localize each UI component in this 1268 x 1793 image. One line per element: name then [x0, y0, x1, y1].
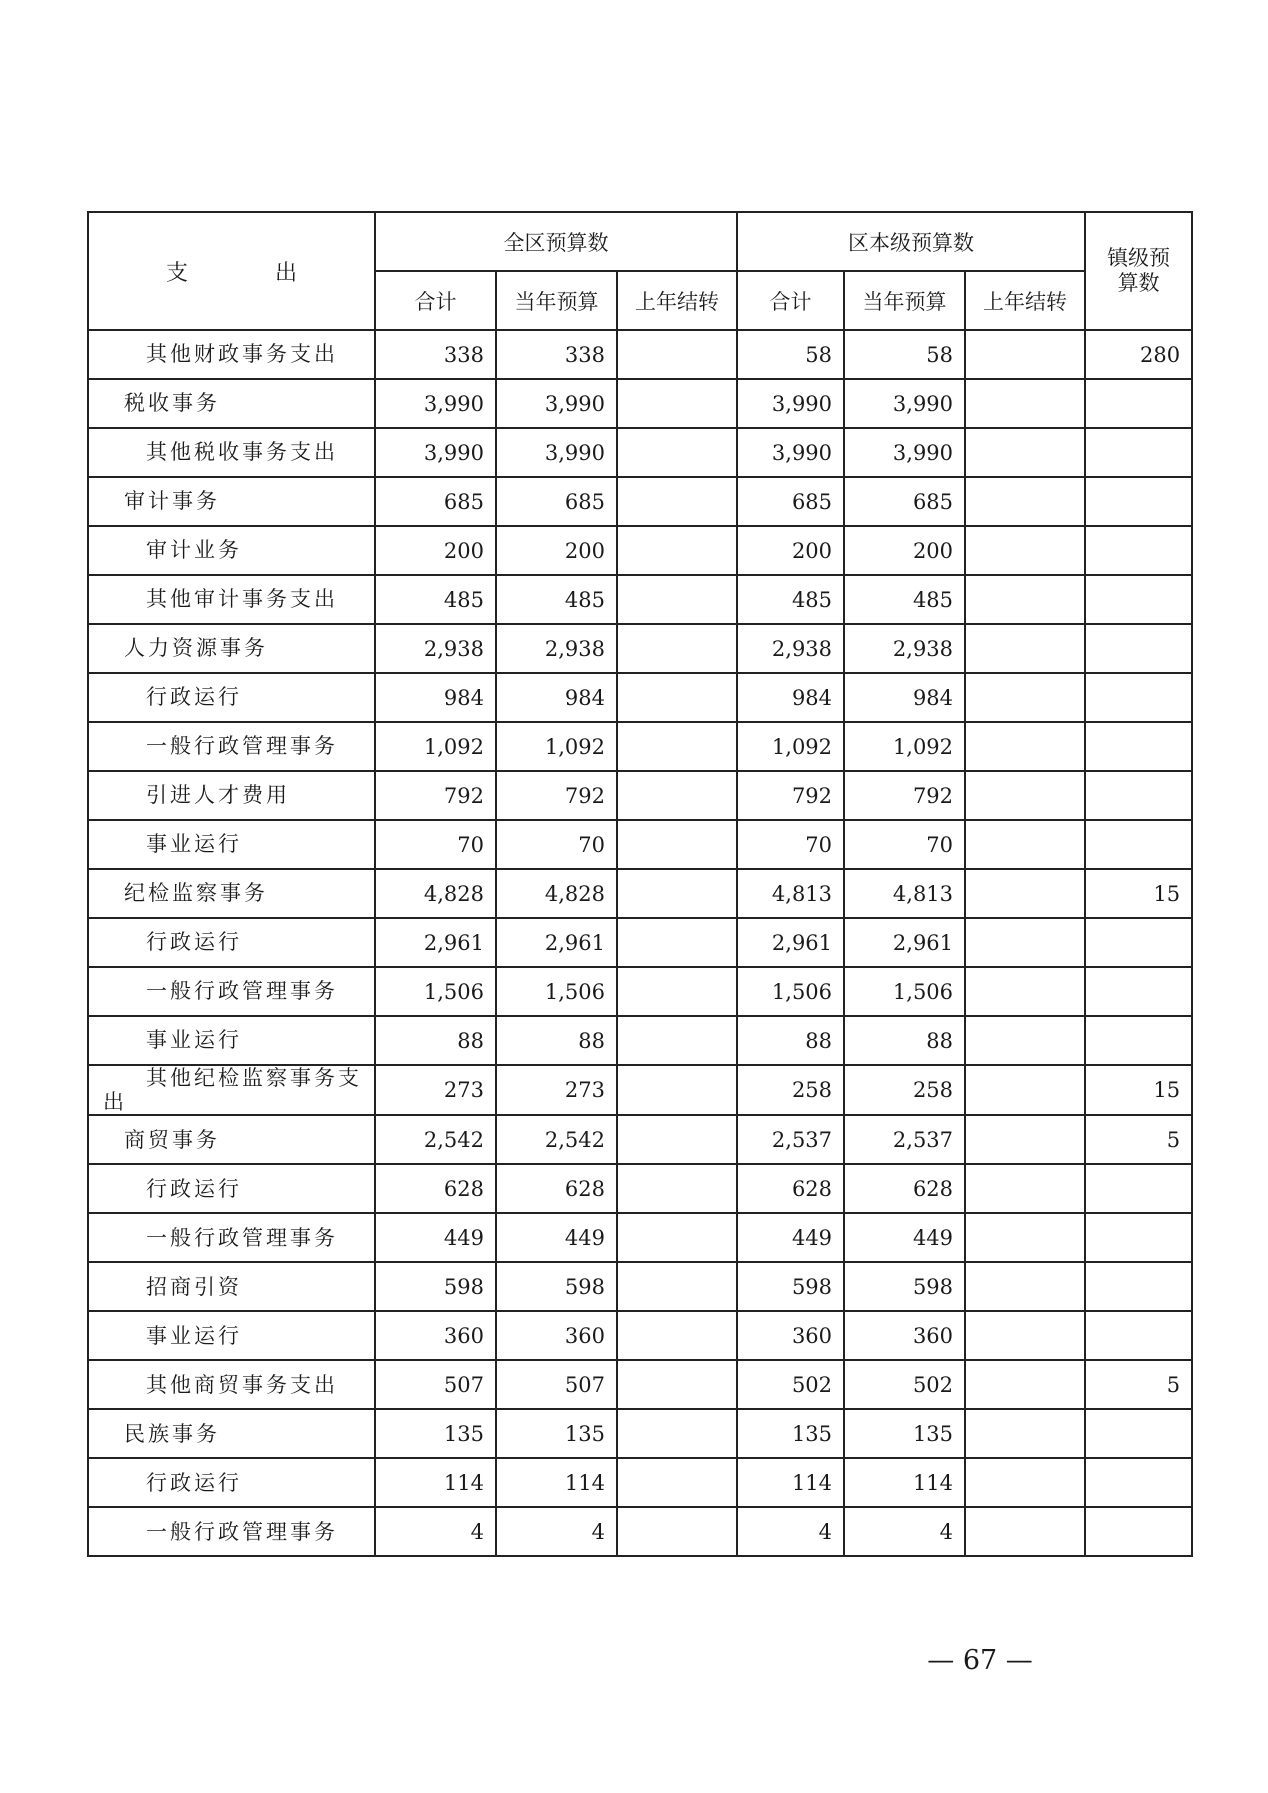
table-row: [88, 1409, 1192, 1458]
district-current-cell: 628: [496, 1164, 617, 1213]
local-carryover-cell: [965, 673, 1085, 722]
district-carryover-cell: [617, 1409, 737, 1458]
town-level-cell: [1085, 624, 1192, 673]
local-carryover-cell: [965, 477, 1085, 526]
local-total-cell: 984: [737, 673, 844, 722]
district-current-header: 当年预算: [496, 271, 617, 330]
item-name-cell: 审计业务: [88, 526, 375, 575]
district-total-cell: 685: [375, 477, 496, 526]
local-total-cell: 70: [737, 820, 844, 869]
local-current-cell: 4: [844, 1507, 965, 1556]
local-current-cell: 70: [844, 820, 965, 869]
town-level-cell: [1085, 1164, 1192, 1213]
item-name-cell: 行政运行: [88, 1458, 375, 1507]
district-current-cell: 3,990: [496, 428, 617, 477]
table-row: [88, 624, 1192, 673]
district-budget-header: 全区预算数: [375, 212, 737, 271]
local-current-cell: 485: [844, 575, 965, 624]
local-current-cell: 2,961: [844, 918, 965, 967]
local-current-cell: 258: [844, 1065, 965, 1115]
district-total-cell: 485: [375, 575, 496, 624]
local-current-header: 当年预算: [844, 271, 965, 330]
table-row: [88, 330, 1192, 379]
district-total-cell: 114: [375, 1458, 496, 1507]
district-carryover-cell: [617, 722, 737, 771]
district-total-cell: 507: [375, 1360, 496, 1409]
local-total-cell: 449: [737, 1213, 844, 1262]
table-row: [88, 1115, 1192, 1164]
item-name-cell: 一般行政管理事务: [88, 1507, 375, 1556]
district-carryover-cell: [617, 1360, 737, 1409]
local-total-cell: 4,813: [737, 869, 844, 918]
district-total-cell: 2,961: [375, 918, 496, 967]
local-current-cell: 2,938: [844, 624, 965, 673]
local-total-cell: 485: [737, 575, 844, 624]
table-row: [88, 1164, 1192, 1213]
table-row: [88, 771, 1192, 820]
district-carryover-cell: [617, 869, 737, 918]
town-level-cell: 15: [1085, 1065, 1192, 1115]
district-current-cell: 70: [496, 820, 617, 869]
district-total-cell: 135: [375, 1409, 496, 1458]
item-name-cell: 行政运行: [88, 918, 375, 967]
local-carryover-cell: [965, 330, 1085, 379]
town-level-cell: [1085, 820, 1192, 869]
expenditure-header: 支 出: [88, 212, 375, 330]
district-total-cell: 2,542: [375, 1115, 496, 1164]
district-carryover-cell: [617, 1115, 737, 1164]
local-carryover-cell: [965, 624, 1085, 673]
local-current-cell: 598: [844, 1262, 965, 1311]
local-current-cell: 135: [844, 1409, 965, 1458]
local-total-cell: 4: [737, 1507, 844, 1556]
town-level-cell: [1085, 477, 1192, 526]
local-current-cell: 360: [844, 1311, 965, 1360]
local-carryover-cell: [965, 379, 1085, 428]
item-name-cell: 事业运行: [88, 1311, 375, 1360]
local-carryover-cell: [965, 967, 1085, 1016]
local-total-cell: 360: [737, 1311, 844, 1360]
local-current-cell: 1,506: [844, 967, 965, 1016]
district-current-cell: 507: [496, 1360, 617, 1409]
item-name-cell: 其他纪检监察事务支出: [88, 1065, 375, 1115]
district-current-cell: 792: [496, 771, 617, 820]
district-total-cell: 2,938: [375, 624, 496, 673]
table-row: [88, 526, 1192, 575]
local-total-cell: 792: [737, 771, 844, 820]
local-current-cell: 88: [844, 1016, 965, 1065]
district-total-cell: 984: [375, 673, 496, 722]
district-carryover-cell: [617, 1213, 737, 1262]
local-current-cell: 685: [844, 477, 965, 526]
item-name-cell: 事业运行: [88, 820, 375, 869]
district-current-cell: 2,961: [496, 918, 617, 967]
table-row: [88, 722, 1192, 771]
district-carryover-cell: [617, 673, 737, 722]
local-total-cell: 258: [737, 1065, 844, 1115]
local-current-cell: 449: [844, 1213, 965, 1262]
item-name-cell: 行政运行: [88, 673, 375, 722]
local-current-cell: 984: [844, 673, 965, 722]
local-carryover-cell: [965, 918, 1085, 967]
item-name-cell: 一般行政管理事务: [88, 1213, 375, 1262]
local-carryover-cell: [965, 722, 1085, 771]
district-current-cell: 598: [496, 1262, 617, 1311]
town-level-cell: [1085, 1507, 1192, 1556]
district-carryover-cell: [617, 771, 737, 820]
table-row: [88, 673, 1192, 722]
local-current-cell: 792: [844, 771, 965, 820]
item-name-cell: 其他审计事务支出: [88, 575, 375, 624]
district-current-cell: 135: [496, 1409, 617, 1458]
town-level-cell: [1085, 722, 1192, 771]
district-total-cell: 3,990: [375, 428, 496, 477]
local-total-cell: 3,990: [737, 428, 844, 477]
local-carryover-cell: [965, 1115, 1085, 1164]
town-level-budget-header: 镇级预 算数: [1085, 212, 1192, 330]
district-carryover-cell: [617, 624, 737, 673]
district-carryover-header: 上年结转: [617, 271, 737, 330]
district-current-cell: 1,506: [496, 967, 617, 1016]
district-current-cell: 338: [496, 330, 617, 379]
local-current-cell: 3,990: [844, 428, 965, 477]
item-name-cell: 其他商贸事务支出: [88, 1360, 375, 1409]
district-current-cell: 200: [496, 526, 617, 575]
item-name-cell: 行政运行: [88, 1164, 375, 1213]
district-carryover-cell: [617, 1065, 737, 1115]
local-total-cell: 502: [737, 1360, 844, 1409]
district-current-cell: 88: [496, 1016, 617, 1065]
item-name-cell: 其他财政事务支出: [88, 330, 375, 379]
district-current-cell: 449: [496, 1213, 617, 1262]
local-carryover-cell: [965, 1213, 1085, 1262]
local-carryover-header: 上年结转: [965, 271, 1085, 330]
local-carryover-cell: [965, 428, 1085, 477]
town-level-cell: 15: [1085, 869, 1192, 918]
local-total-cell: 685: [737, 477, 844, 526]
district-current-cell: 360: [496, 1311, 617, 1360]
local-total-cell: 628: [737, 1164, 844, 1213]
table-row: [88, 477, 1192, 526]
local-carryover-cell: [965, 869, 1085, 918]
district-total-cell: 360: [375, 1311, 496, 1360]
town-level-cell: [1085, 428, 1192, 477]
district-total-cell: 70: [375, 820, 496, 869]
table-row: [88, 428, 1192, 477]
district-total-cell: 200: [375, 526, 496, 575]
item-name-cell: 纪检监察事务: [88, 869, 375, 918]
item-name-cell: 商贸事务: [88, 1115, 375, 1164]
district-carryover-cell: [617, 1262, 737, 1311]
table-row: [88, 1016, 1192, 1065]
local-total-cell: 200: [737, 526, 844, 575]
local-carryover-cell: [965, 575, 1085, 624]
table-row: [88, 967, 1192, 1016]
local-carryover-cell: [965, 1262, 1085, 1311]
local-carryover-cell: [965, 1016, 1085, 1065]
page-number: — 67 —: [927, 1645, 1033, 1676]
district-current-cell: 114: [496, 1458, 617, 1507]
district-carryover-cell: [617, 1164, 737, 1213]
district-current-cell: 485: [496, 575, 617, 624]
district-carryover-cell: [617, 1507, 737, 1556]
table-row: [88, 1360, 1192, 1409]
item-name-cell: 招商引资: [88, 1262, 375, 1311]
local-carryover-cell: [965, 1409, 1085, 1458]
local-total-cell: 58: [737, 330, 844, 379]
local-current-cell: 114: [844, 1458, 965, 1507]
district-total-cell: 598: [375, 1262, 496, 1311]
local-total-cell: 2,961: [737, 918, 844, 967]
district-current-cell: 1,092: [496, 722, 617, 771]
item-name-cell: 一般行政管理事务: [88, 722, 375, 771]
local-carryover-cell: [965, 820, 1085, 869]
town-level-cell: [1085, 918, 1192, 967]
town-level-cell: [1085, 379, 1192, 428]
district-carryover-cell: [617, 1016, 737, 1065]
district-carryover-cell: [617, 428, 737, 477]
district-total-cell: 4,828: [375, 869, 496, 918]
district-total-cell: 628: [375, 1164, 496, 1213]
town-level-cell: [1085, 1458, 1192, 1507]
item-name-cell: 其他税收事务支出: [88, 428, 375, 477]
table-row: [88, 379, 1192, 428]
local-current-cell: 3,990: [844, 379, 965, 428]
local-total-cell: 2,938: [737, 624, 844, 673]
town-level-cell: 5: [1085, 1115, 1192, 1164]
district-total-cell: 449: [375, 1213, 496, 1262]
item-name-cell: 税收事务: [88, 379, 375, 428]
table-row: [88, 1458, 1192, 1507]
district-total-cell: 1,506: [375, 967, 496, 1016]
district-carryover-cell: [617, 330, 737, 379]
local-current-cell: 200: [844, 526, 965, 575]
local-current-cell: 4,813: [844, 869, 965, 918]
district-level-budget-header: 区本级预算数: [737, 212, 1085, 271]
town-level-cell: [1085, 771, 1192, 820]
table-row: [88, 1065, 1192, 1115]
local-total-header: 合计: [737, 271, 844, 330]
local-current-cell: 628: [844, 1164, 965, 1213]
district-total-cell: 3,990: [375, 379, 496, 428]
budget-table: [87, 211, 1193, 1557]
district-total-cell: 792: [375, 771, 496, 820]
town-level-cell: [1085, 967, 1192, 1016]
table-row: [88, 1262, 1192, 1311]
district-current-cell: 2,938: [496, 624, 617, 673]
table-row: [88, 575, 1192, 624]
district-carryover-cell: [617, 575, 737, 624]
district-current-cell: 3,990: [496, 379, 617, 428]
local-total-cell: 2,537: [737, 1115, 844, 1164]
district-total-cell: 4: [375, 1507, 496, 1556]
local-current-cell: 1,092: [844, 722, 965, 771]
local-total-cell: 1,506: [737, 967, 844, 1016]
local-current-cell: 58: [844, 330, 965, 379]
local-carryover-cell: [965, 1311, 1085, 1360]
item-name-cell: 一般行政管理事务: [88, 967, 375, 1016]
item-name-cell: 事业运行: [88, 1016, 375, 1065]
district-total-cell: 1,092: [375, 722, 496, 771]
local-total-cell: 114: [737, 1458, 844, 1507]
town-level-cell: [1085, 526, 1192, 575]
table-row: [88, 869, 1192, 918]
local-total-cell: 3,990: [737, 379, 844, 428]
item-name-cell: 引进人才费用: [88, 771, 375, 820]
table-row: [88, 1507, 1192, 1556]
table-row: [88, 918, 1192, 967]
local-total-cell: 88: [737, 1016, 844, 1065]
district-carryover-cell: [617, 477, 737, 526]
local-total-cell: 1,092: [737, 722, 844, 771]
district-current-cell: 273: [496, 1065, 617, 1115]
local-carryover-cell: [965, 771, 1085, 820]
table-body: [88, 330, 1192, 1556]
local-total-cell: 598: [737, 1262, 844, 1311]
local-carryover-cell: [965, 526, 1085, 575]
district-carryover-cell: [617, 379, 737, 428]
district-carryover-cell: [617, 820, 737, 869]
local-carryover-cell: [965, 1507, 1085, 1556]
town-level-cell: [1085, 1213, 1192, 1262]
district-current-cell: 984: [496, 673, 617, 722]
district-carryover-cell: [617, 1458, 737, 1507]
town-level-cell: [1085, 1016, 1192, 1065]
town-level-cell: [1085, 1409, 1192, 1458]
town-level-cell: 5: [1085, 1360, 1192, 1409]
town-level-cell: [1085, 575, 1192, 624]
district-total-cell: 88: [375, 1016, 496, 1065]
table-header: [88, 212, 1192, 330]
local-carryover-cell: [965, 1065, 1085, 1115]
local-carryover-cell: [965, 1458, 1085, 1507]
item-name-cell: 人力资源事务: [88, 624, 375, 673]
local-current-cell: 502: [844, 1360, 965, 1409]
district-total-cell: 338: [375, 330, 496, 379]
district-carryover-cell: [617, 1311, 737, 1360]
town-level-cell: [1085, 673, 1192, 722]
town-level-cell: [1085, 1262, 1192, 1311]
district-total-cell: 273: [375, 1065, 496, 1115]
local-current-cell: 2,537: [844, 1115, 965, 1164]
item-name-cell: 审计事务: [88, 477, 375, 526]
district-carryover-cell: [617, 967, 737, 1016]
district-current-cell: 2,542: [496, 1115, 617, 1164]
town-level-cell: [1085, 1311, 1192, 1360]
district-carryover-cell: [617, 526, 737, 575]
table-row: [88, 1213, 1192, 1262]
district-current-cell: 685: [496, 477, 617, 526]
district-current-cell: 4,828: [496, 869, 617, 918]
table-row: [88, 1311, 1192, 1360]
local-carryover-cell: [965, 1164, 1085, 1213]
district-current-cell: 4: [496, 1507, 617, 1556]
table-row: [88, 820, 1192, 869]
district-carryover-cell: [617, 918, 737, 967]
district-total-header: 合计: [375, 271, 496, 330]
local-carryover-cell: [965, 1360, 1085, 1409]
local-total-cell: 135: [737, 1409, 844, 1458]
town-level-cell: 280: [1085, 330, 1192, 379]
item-name-cell: 民族事务: [88, 1409, 375, 1458]
